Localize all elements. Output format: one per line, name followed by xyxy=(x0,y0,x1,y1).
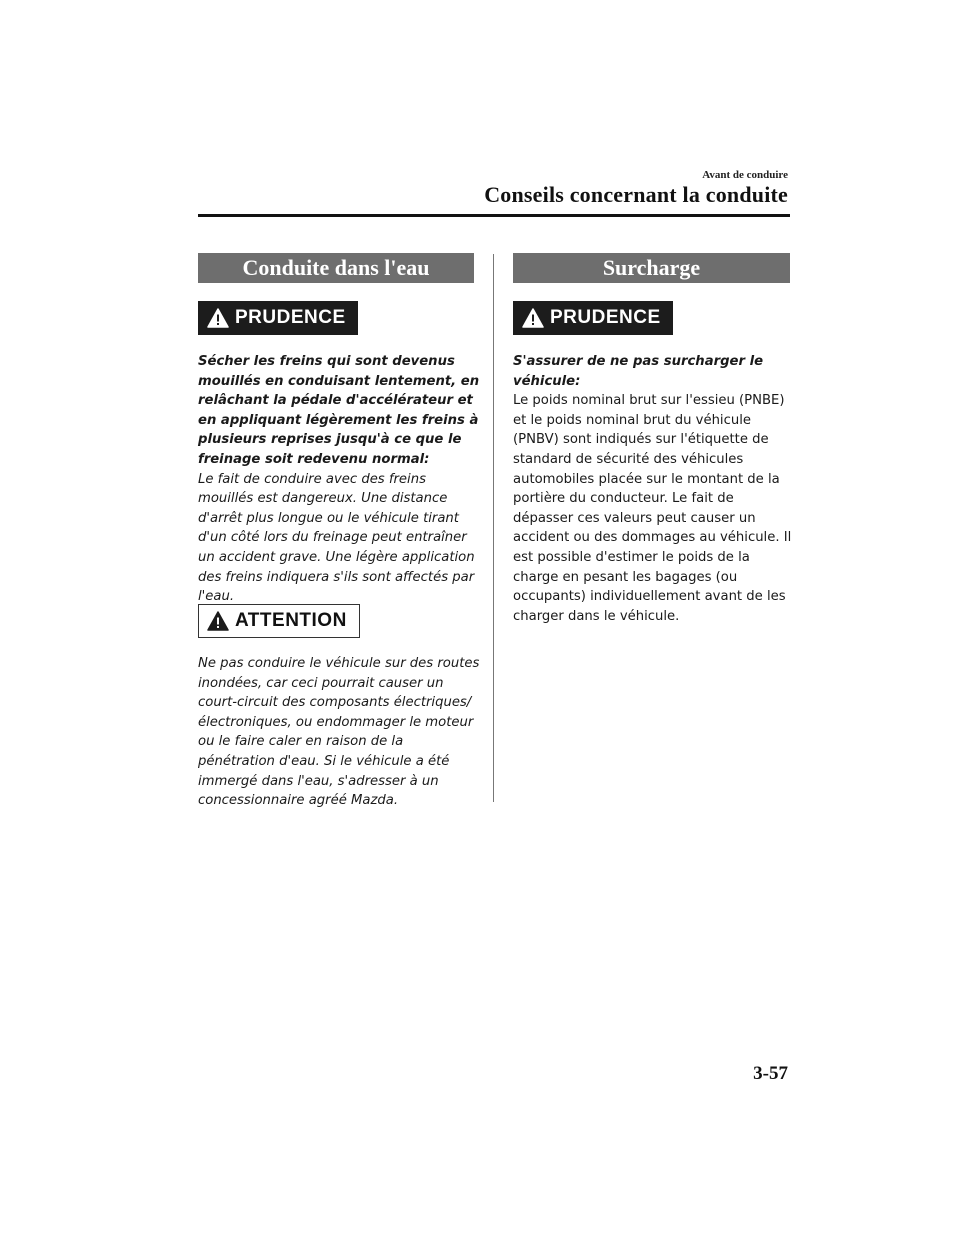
prudence-body: Le poids nominal brut sur l'essieu (PNBE) et le poids nominal brut du véhicule (PNBV) sont indiqués sur l'étiquette de standard de sécurité des véhicules automobiles placée sur le montant de la portière du conducteur. Le fait de dépasser ces valeurs peut causer un accident ou des dommages au véhicule. Il est possible d'estimer le poids de la charge en pesant les bagages (ou occupants) individuellement avant de les charger dans le véhicule. xyxy=(513,393,792,624)
warning-triangle-icon xyxy=(522,308,544,328)
prudence-lead: S'assurer de ne pas surcharger le véhicule: xyxy=(513,354,764,389)
section-banner-water: Conduite dans l'eau xyxy=(198,253,474,283)
warning-triangle-icon xyxy=(207,611,229,631)
prudence-label: PRUDENCE xyxy=(550,307,661,328)
prudence-text-left xyxy=(198,352,480,607)
prudence-text-right xyxy=(513,352,793,626)
header-rule xyxy=(198,214,790,217)
prudence-body: Le fait de conduire avec des freins mouillés est dangereux. Une distance d'arrêt plus longue ou le véhicule tirant d'un côté lors du freinage peut entraîner un accident grave. Une légère application des freins indiquera s'ils sont affectés par l'eau. xyxy=(198,471,475,605)
page-number: 3-57 xyxy=(753,1063,788,1084)
column-divider xyxy=(493,254,494,802)
section-banner-overload: Surcharge xyxy=(513,253,790,283)
attention-body: Ne pas conduire le véhicule sur des routes inondées, car ceci pourrait causer un court-circuit des composants électriques/ électroniques, ou endommager le moteur ou le faire caler en raison de la pénétration d'eau. Si le véhicule a été immergé dans l'eau, s'adresser à un concessionnaire agréé Mazda. xyxy=(198,656,480,809)
section-title: Conseils concernant la conduite xyxy=(484,182,788,207)
prudence-box-left xyxy=(198,301,358,335)
attention-label: ATTENTION xyxy=(235,610,347,631)
warning-triangle-icon xyxy=(207,308,229,328)
prudence-box-right xyxy=(513,301,673,335)
attention-box xyxy=(198,604,360,638)
prudence-label: PRUDENCE xyxy=(235,307,346,328)
attention-text xyxy=(198,654,480,811)
chapter-label: Avant de conduire xyxy=(702,169,788,181)
prudence-lead: Sécher les freins qui sont devenus mouillés en conduisant lentement, en relâchant la pédale d'accélérateur et en appliquant légèrement les freins à plusieurs reprises jusqu'à ce que le freinage soit redevenu normal: xyxy=(198,354,480,467)
